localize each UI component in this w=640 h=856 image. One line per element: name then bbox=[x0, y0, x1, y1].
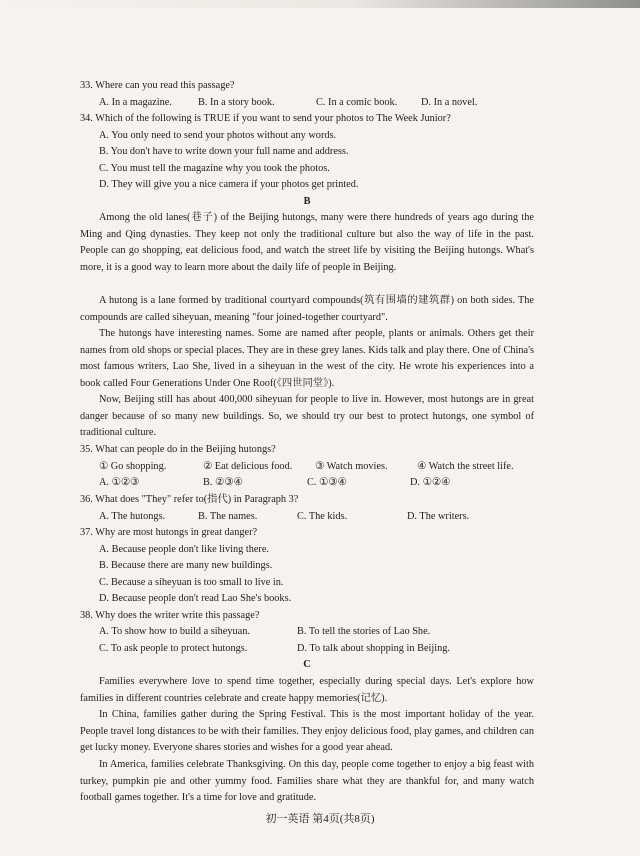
option-37-c: C. Because a siheyuan is too small to live in. bbox=[99, 576, 284, 588]
option-38-a: A. To show how to build a siheyuan. bbox=[99, 626, 250, 638]
option-37-a: A. Because people don't like living there. bbox=[99, 543, 269, 555]
question-33-stem: 33. Where can you read this passage? bbox=[80, 80, 235, 91]
option-33-d: D. In a novel. bbox=[421, 96, 478, 108]
question-34-stem: 34. Which of the following is TRUE if you want to send your photos to The Week Junior? bbox=[80, 113, 451, 125]
option-35-a: A. ①②③ bbox=[99, 477, 140, 489]
choice-35-3: ③ Watch movies. bbox=[315, 460, 388, 472]
choice-35-4: ④ Watch the street life. bbox=[417, 460, 514, 472]
option-33-b: B. In a story book. bbox=[198, 96, 275, 108]
option-36-a: A. The hutongs. bbox=[99, 510, 166, 522]
option-36-b: B. The names. bbox=[198, 510, 258, 522]
question-35-stem: 35. What can people do in the Beijing hutongs? bbox=[80, 444, 276, 456]
option-33-a: A. In a magazine. bbox=[99, 96, 172, 108]
section-b-heading: B bbox=[303, 195, 311, 207]
option-34-b: B. You don't have to write down your full name and address. bbox=[99, 146, 349, 158]
section-b-paragraph-2: A hutong is a lane formed by traditional courtyard compounds(筑有围墙的建筑群) on both sides. The compounds are called siheyuan, meaning "four joined-together courtyard". bbox=[80, 295, 534, 323]
option-36-d: D. The writers. bbox=[407, 510, 470, 522]
option-38-c: C. To ask people to protect hutongs. bbox=[99, 642, 248, 654]
option-35-b: B. ②③④ bbox=[203, 477, 243, 489]
option-37-d: D. Because people don't read Lao She's books. bbox=[99, 593, 292, 605]
option-35-c: C. ①③④ bbox=[307, 477, 347, 489]
option-34-c: C. You must tell the magazine why you took the photos. bbox=[99, 162, 330, 174]
scan-edge-shadow bbox=[0, 0, 640, 8]
page-footer: 初一英语 第4页(共8页) bbox=[265, 813, 375, 825]
question-36-stem: 36. What does "They" refer to(指代) in Paragraph 3? bbox=[80, 494, 299, 506]
question-35-options bbox=[80, 475, 534, 492]
question-37-stem: 37. Why are most hutongs in great danger? bbox=[80, 527, 258, 539]
section-b-paragraph-3: The hutongs have interesting names. Some are named after people, plants or animals. Others get their names from old shops or special places. They are in these grey lanes. Kids talk and play there. One of China's most famous writers, Lao She, lived in a siheyuan in the west of the city. He wrote his experiences into a book called Four Generations Under One Roof(《四世同堂》). bbox=[80, 328, 534, 390]
option-34-d: D. They will give you a nice camera if your photos get printed. bbox=[99, 179, 359, 191]
option-37-b: B. Because there are many new buildings. bbox=[99, 560, 273, 572]
question-33-options bbox=[80, 95, 534, 112]
section-c-paragraph-2: In China, families gather during the Spring Festival. This is the most important holiday of the year. People travel long distances to be with their families. They enjoy delicious food, play games, and children can get lucky money. Everyone shares stories and wishes for a good year ahead. bbox=[80, 709, 534, 754]
option-33-c: C. In a comic book. bbox=[316, 96, 398, 108]
question-38-options-row-2 bbox=[80, 641, 534, 658]
section-b-paragraph-4: Now, Beijing still has about 400,000 siheyuan for people to live in. However, most hutongs are in great danger because of so many new buildings. So, we should try our best to protect hutongs, one symbol of traditional culture. bbox=[80, 394, 534, 439]
exam-page-content bbox=[80, 78, 534, 807]
question-35-choices bbox=[80, 459, 534, 476]
question-36-options bbox=[80, 509, 534, 526]
option-34-a: A. You only need to send your photos without any words. bbox=[99, 129, 337, 141]
choice-35-2: ② Eat delicious food. bbox=[203, 460, 293, 472]
option-38-b: B. To tell the stories of Lao She. bbox=[297, 626, 431, 638]
option-36-c: C. The kids. bbox=[297, 510, 348, 522]
section-c-paragraph-1: Families everywhere love to spend time together, especially during special days. Let's explore how families in different countries celebrate and create happy memories(记忆). bbox=[80, 676, 534, 704]
option-38-d: D. To talk about shopping in Beijing. bbox=[297, 642, 450, 654]
question-38-stem: 38. Why does the writer write this passage? bbox=[80, 609, 260, 621]
option-35-d: D. ①②④ bbox=[410, 477, 451, 489]
section-b-paragraph-1: Among the old lanes(巷子) of the Beijing hutongs, many were there hundreds of years ago during the Ming and Qing dynasties. They keep not only the traditional culture but also the way of life in the past. People can go shopping, eat delicious food, and watch the street life by visiting the Beijing hutongs. What's more, it is a good way to learn more about the daily life of people in Beijing. bbox=[80, 212, 534, 274]
choice-35-1: ① Go shopping. bbox=[99, 460, 167, 472]
section-c-paragraph-3: In America, families celebrate Thanksgiving. On this day, people come together to enjoy a big feast with turkey, pumpkin pie and other yummy food. Families share what they are thankful for, and many watch football games together. It's a time for love and gratitude. bbox=[80, 759, 534, 804]
question-38-options-row-1 bbox=[80, 624, 534, 641]
section-c-heading: C bbox=[303, 659, 311, 671]
